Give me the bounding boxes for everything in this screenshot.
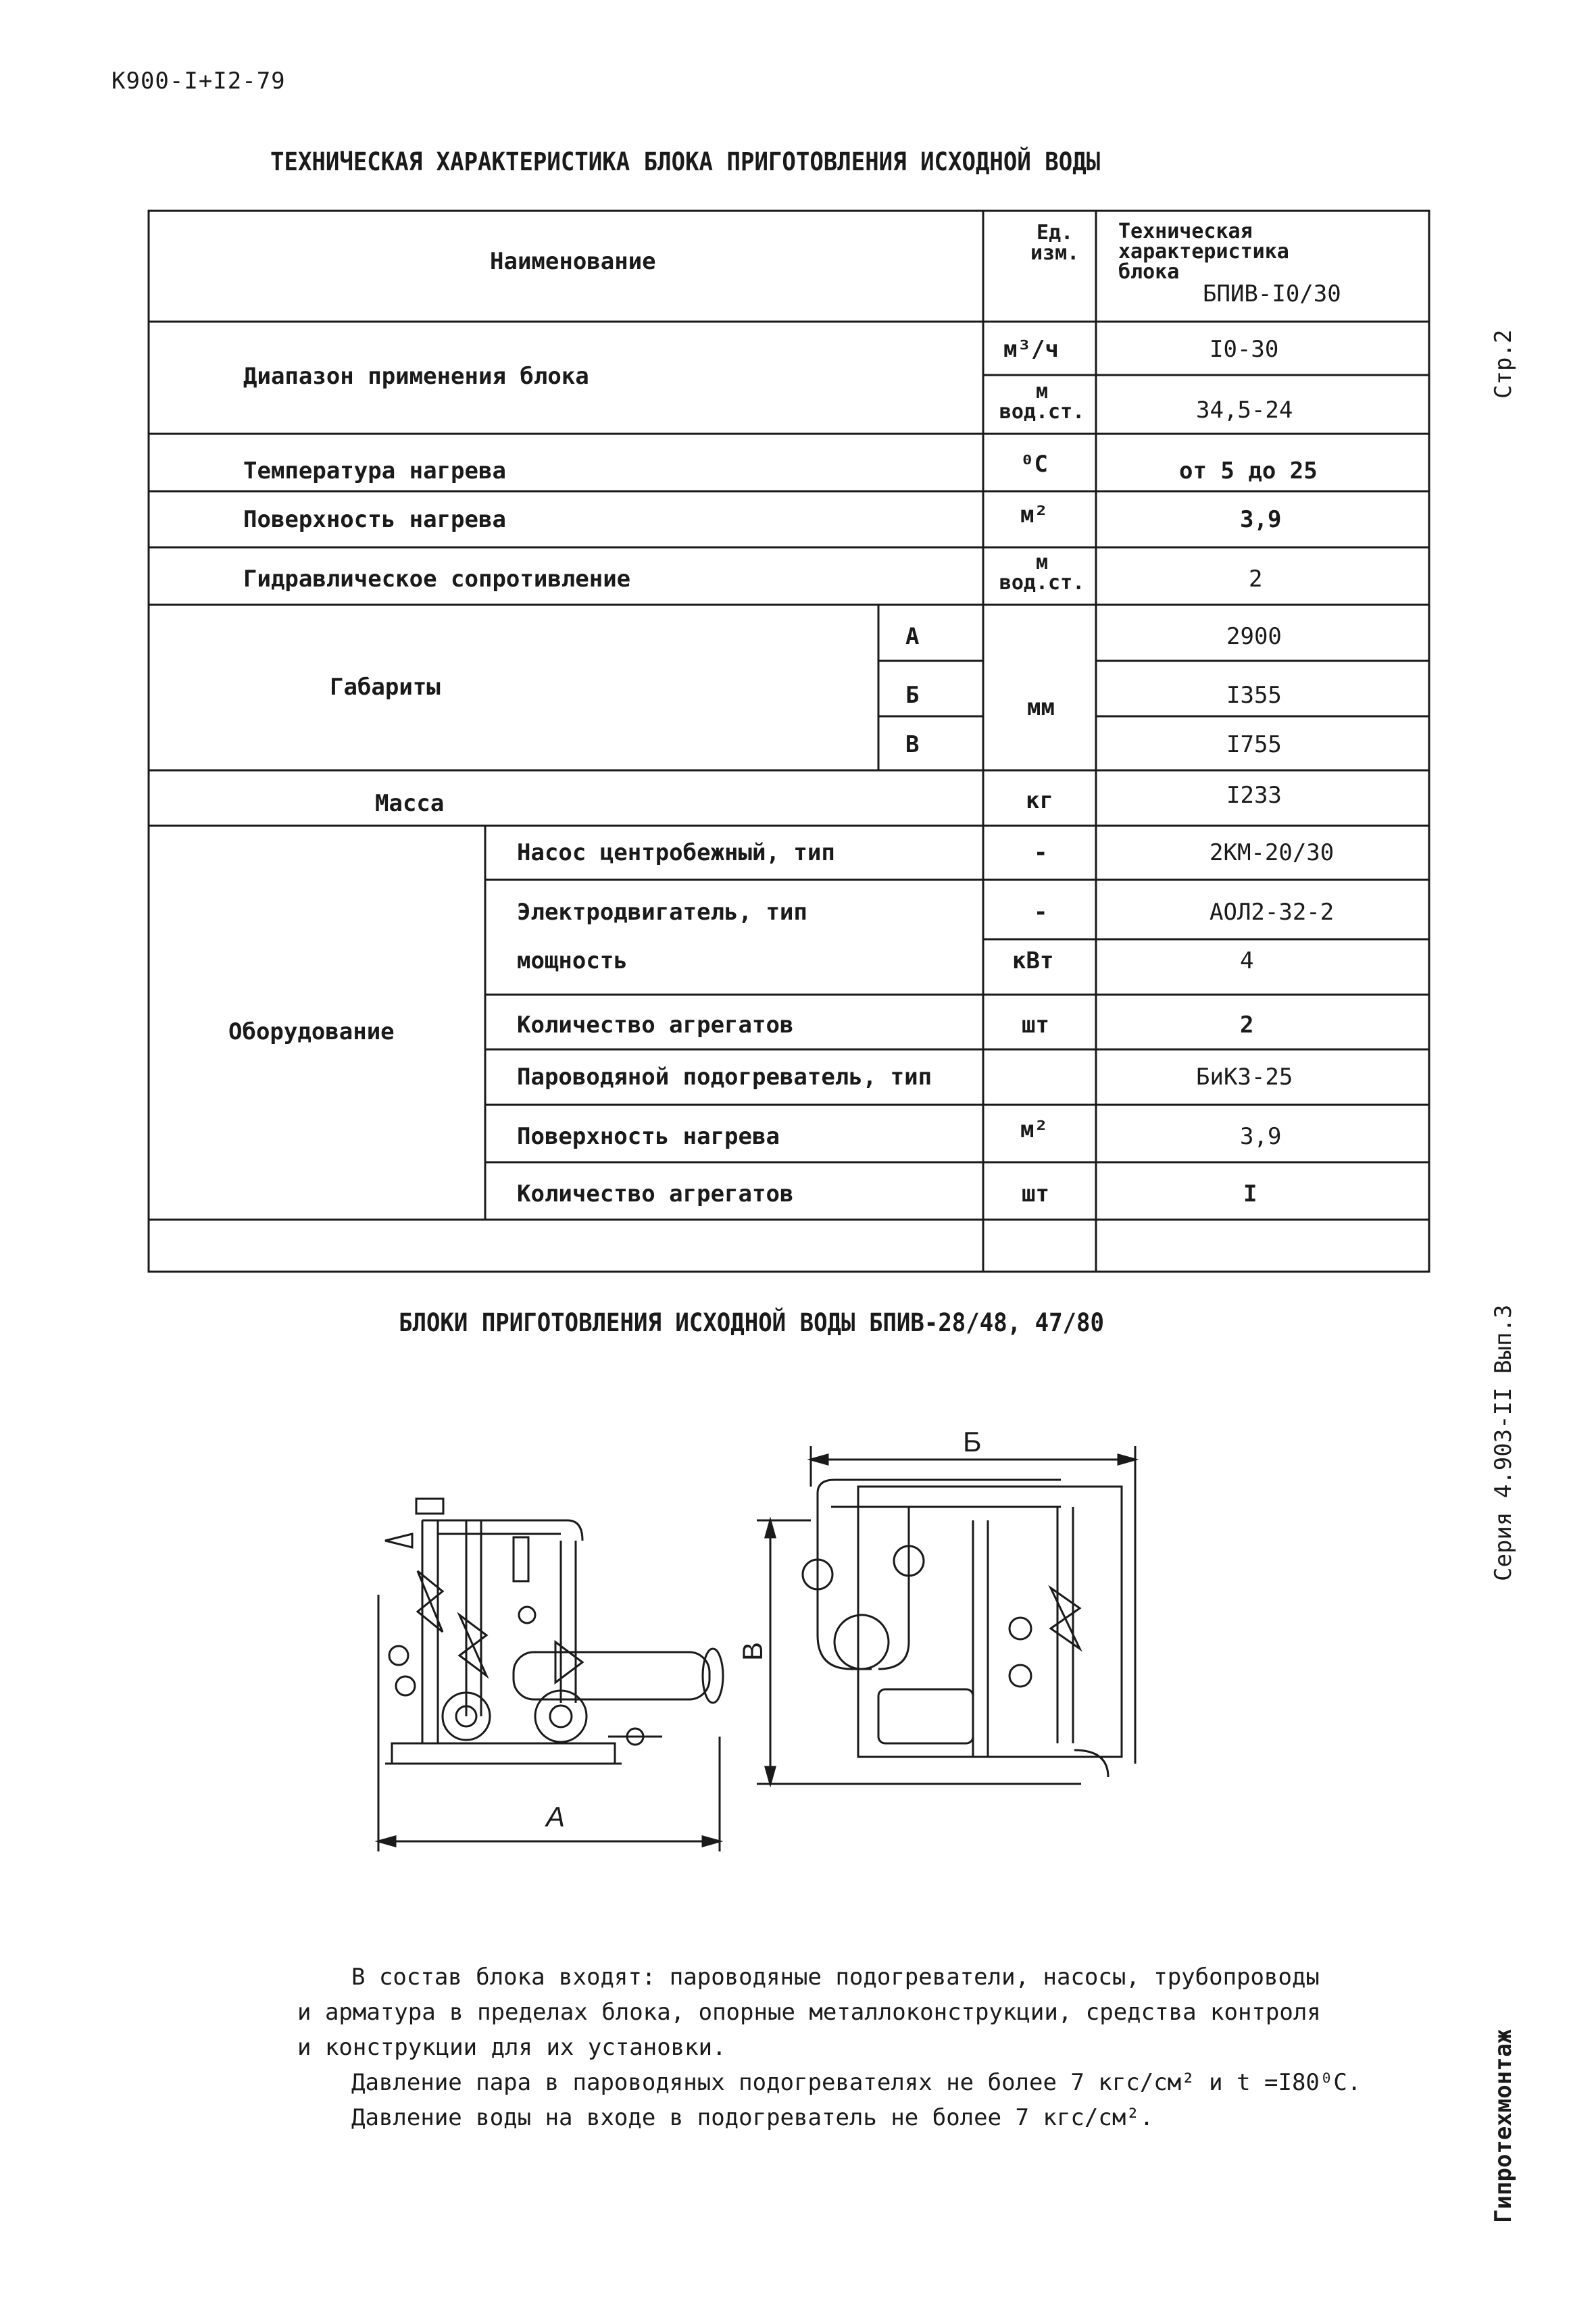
- range-unit-2: [988, 382, 1096, 422]
- side-organization: Гипротехмонтаж: [1490, 2029, 1517, 2223]
- mass-unit: кг: [1026, 787, 1053, 814]
- dims-label: Габариты: [330, 674, 441, 701]
- equip-row-name: Количество агрегатов: [517, 1012, 794, 1039]
- equip-row-value: АОЛ2-32-2: [1210, 899, 1335, 926]
- note-line-2: и арматура в пределах блока, опорные металлоконструкции, средства контроля: [297, 1999, 1321, 2026]
- range-unit-1: м³/ч: [1003, 336, 1059, 363]
- equip-row-name: мощность: [517, 947, 628, 974]
- equip-row-name: Пароводяной подогреватель, тип: [517, 1064, 932, 1091]
- hydraulic-unit-b: вод.ст.: [999, 571, 1085, 595]
- hydraulic-unit-a: м: [1035, 551, 1049, 574]
- equip-row-value: 2КМ-20/30: [1210, 839, 1335, 866]
- equip-row-unit: кВт: [1012, 947, 1054, 974]
- side-page-number: Стр.2: [1490, 329, 1517, 399]
- temp-unit: ⁰С: [1020, 451, 1048, 478]
- hydraulic-label: Гидравлическое сопротивление: [243, 566, 631, 593]
- equip-row-name: Поверхность нагрева: [517, 1123, 780, 1150]
- unit-drawings: [0, 1419, 1596, 1878]
- section-title: БЛОКИ ПРИГОТОВЛЕНИЯ ИСХОДНОЙ ВОДЫ БПИВ-28/48, 47/80: [399, 1308, 1104, 1338]
- page-title: ТЕХНИЧЕСКАЯ ХАРАКТЕРИСТИКА БЛОКА ПРИГОТОВЛЕНИЯ ИСХОДНОЙ ВОДЫ: [270, 147, 1101, 177]
- surface-unit: м²: [1020, 501, 1048, 528]
- equip-row-unit: м²: [1020, 1116, 1048, 1143]
- side-series: Серия 4.903-II Вып.3: [1490, 1304, 1517, 1581]
- mass-label: Масса: [375, 790, 445, 817]
- header-unit-line1: Ед.: [1037, 221, 1074, 245]
- equip-row-unit: -: [1034, 899, 1048, 926]
- equip-row-value: 2: [1240, 1012, 1254, 1039]
- dims-value-v: I755: [1226, 731, 1282, 758]
- equip-row-value: I: [1243, 1180, 1257, 1208]
- range-label: Диапазон применения блока: [243, 363, 589, 390]
- range-unit-2b: вод.ст.: [999, 400, 1085, 424]
- surface-value: 3,9: [1240, 506, 1282, 533]
- equip-row-unit: шт: [1022, 1180, 1049, 1208]
- mass-value: I233: [1226, 782, 1282, 809]
- note-line-4: Давление пара в пароводяных подогревателях не более 7 кгс/см² и t =I80⁰С.: [351, 2069, 1362, 2096]
- note-line-3: и конструкции для их установки.: [297, 2034, 726, 2061]
- dims-key-a: А: [905, 623, 920, 650]
- dims-value-b: I355: [1226, 682, 1282, 709]
- header-spec-line4: БПИВ-I0/30: [1203, 280, 1341, 307]
- dim-label-b: Б: [963, 1426, 982, 1458]
- note-line-5: Давление воды на входе в подогреватель не более 7 кгс/см².: [351, 2104, 1154, 2131]
- dims-key-v: В: [905, 731, 920, 758]
- header-spec-line3: блока: [1118, 260, 1180, 284]
- dims-value-a: 2900: [1226, 623, 1282, 650]
- header-unit-line2: изм.: [1030, 241, 1080, 265]
- range-value-2: 34,5-24: [1196, 397, 1293, 424]
- dims-key-b: Б: [905, 682, 920, 709]
- equip-row-name: Электродвигатель, тип: [517, 899, 807, 926]
- header-unit: [1030, 223, 1079, 264]
- equip-row-value: БиК3-25: [1196, 1064, 1293, 1091]
- equip-row-value: 4: [1240, 947, 1254, 974]
- range-value-1: I0-30: [1210, 336, 1279, 363]
- surface-label: Поверхность нагрева: [243, 506, 506, 533]
- temp-value: от 5 до 25: [1179, 457, 1318, 484]
- note-line-1: В состав блока входят: пароводяные подогреватели, насосы, трубопроводы: [351, 1964, 1320, 1991]
- header-spec-line1: Техническая: [1118, 220, 1253, 243]
- header-spec-line2: характеристика: [1118, 240, 1289, 264]
- equipment-label: Оборудование: [228, 1018, 395, 1045]
- equip-row-name: Количество агрегатов: [517, 1180, 794, 1208]
- dim-label-a: А: [546, 1801, 566, 1833]
- range-unit-2a: м: [1035, 380, 1049, 403]
- equip-row-name: Насос центробежный, тип: [517, 839, 835, 866]
- dims-unit: мм: [1027, 694, 1055, 721]
- temp-label: Температура нагрева: [243, 457, 506, 484]
- side-view-drawing: [757, 1446, 1135, 1784]
- equip-row-value: 3,9: [1240, 1123, 1282, 1150]
- dim-label-v: В: [737, 1641, 769, 1662]
- equip-row-unit: -: [1034, 839, 1048, 866]
- header-spec: [1118, 222, 1341, 305]
- front-view-drawing: [378, 1499, 723, 1851]
- equip-row-unit: шт: [1022, 1012, 1049, 1039]
- header-name: Наименование: [490, 248, 656, 275]
- document-code: К900-I+I2-79: [111, 68, 286, 95]
- hydraulic-value: 2: [1249, 566, 1263, 593]
- hydraulic-unit: [988, 553, 1096, 593]
